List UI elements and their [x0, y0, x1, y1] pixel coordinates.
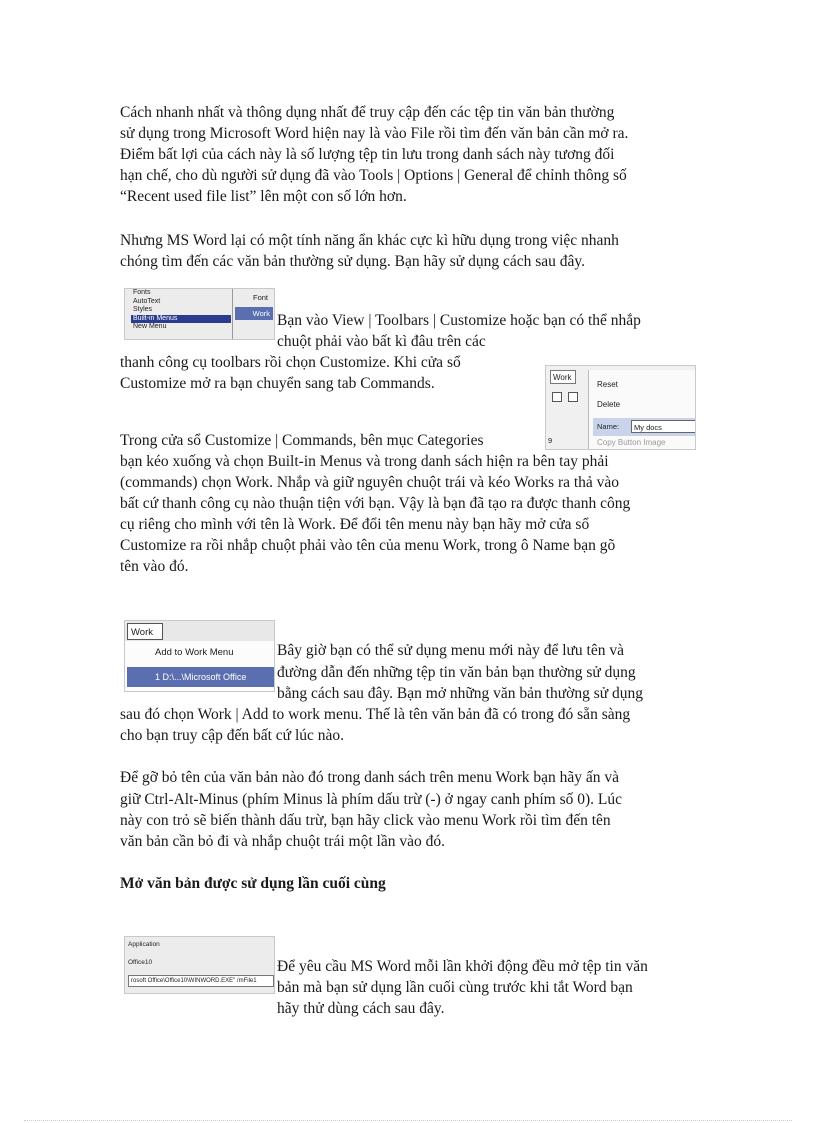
- toolbar-icon: [568, 392, 578, 402]
- work-menu-tab: Work: [127, 623, 163, 640]
- paragraph-7-line-2: bản mà bạn sử dụng lần cuối cùng trước khi tắt Word bạn: [277, 979, 633, 996]
- registry-screenshot: [124, 936, 275, 994]
- category-item-selected: Built-in Menus: [131, 315, 231, 324]
- category-item: New Menu: [133, 323, 167, 330]
- customize-categories-screenshot: [124, 288, 275, 340]
- category-item: Fonts: [133, 289, 151, 296]
- paragraph-1-line-3: Điểm bất lợi của cách này là số lượng tệp tin lưu trong danh sách này tương đối: [120, 146, 615, 163]
- menu-item-copy-button-image: Copy Button Image: [597, 438, 666, 447]
- paragraph-7-line-3: hãy thử dùng cách sau đây.: [277, 1000, 445, 1017]
- paragraph-4-line-1: Trong cửa sổ Customize | Commands, bên mục Categories: [120, 432, 484, 449]
- context-menu-screenshot: [545, 365, 696, 450]
- registry-label-office10: Office10: [128, 959, 153, 966]
- work-menu-screenshot: [124, 620, 275, 692]
- menu-item-reset: Reset: [597, 380, 618, 389]
- paragraph-1-line-1: Cách nhanh nhất và thông dụng nhất để truy cập đến các tệp tin văn bản thường: [120, 104, 615, 121]
- paragraph-4-line-4: bất cứ thanh công cụ nào thuận tiện với bạn. Vậy là bạn đã tạo ra được thanh công: [120, 495, 631, 512]
- paragraph-1-line-4: hạn chế, cho dù người sử dụng đã vào Tools | Options | General để chỉnh thông số: [120, 167, 627, 184]
- paragraph-7-line-1: Để yêu cầu MS Word mỗi lần khởi động đều mở tệp tin văn: [277, 958, 648, 975]
- registry-value-field: rosoft Office\Office10\WINWORD.EXE" /mFile1: [128, 975, 274, 987]
- paragraph-3-line-1: Bạn vào View | Toolbars | Customize hoặc bạn có thể nhắp: [277, 312, 641, 329]
- work-dropdown: [125, 641, 275, 692]
- paragraph-1-line-2: sử dụng trong Microsoft Word hiện nay là vào File rồi tìm đến văn bản cần mở ra.: [120, 125, 629, 142]
- name-label: Name:: [597, 422, 620, 431]
- category-item: Styles: [133, 306, 153, 313]
- paragraph-3-line-4: Customize mở ra bạn chuyển sang tab Commands.: [120, 375, 435, 392]
- paragraph-2-line-2: chóng tìm đến các văn bản thường sử dụng. Bạn hãy sử dụng cách sau đây.: [120, 253, 585, 270]
- categories-list: [131, 289, 231, 332]
- recent-file-item: 1 D:\...\Microsoft Office: [127, 667, 274, 687]
- paragraph-4-line-3: (commands) chọn Work. Nhắp và giữ nguyên chuột trái và kéo Works ra thả vào: [120, 474, 620, 491]
- toolbar-icon: [552, 392, 562, 402]
- name-row: [593, 418, 696, 436]
- name-field: My docs: [631, 420, 696, 433]
- registry-label-application: Application: [128, 941, 160, 948]
- work-tab: Work: [550, 370, 576, 384]
- paragraph-4-line-6: Customize ra rồi nhắp chuột phải vào tên của menu Work, trong ô Name bạn gõ: [120, 537, 616, 554]
- add-to-work-menu-item: Add to Work Menu: [155, 647, 234, 658]
- paragraph-5-line-5: cho bạn truy cập đến bất cứ lúc nào.: [120, 727, 345, 744]
- paragraph-4-line-5: cụ riêng cho mình với tên là Work. Để đổi tên menu này bạn hãy mở cửa sổ: [120, 516, 590, 533]
- category-item: AutoText: [133, 297, 161, 305]
- page-bottom-divider: [24, 1120, 792, 1121]
- paragraph-1-line-5: “Recent used file list” lên một con số lớn hơn.: [120, 188, 407, 205]
- command-work: Work: [235, 307, 273, 320]
- paragraph-4-line-2: bạn kéo xuống và chọn Built-in Menus và trong danh sách hiện ra bên tay phải: [120, 453, 609, 470]
- menu-item-delete: Delete: [597, 400, 621, 409]
- paragraph-2-line-1: Nhưng MS Word lại có một tính năng ẩn khác cực kì hữu dụng trong việc nhanh: [120, 232, 619, 249]
- paragraph-6-line-2: giữ Ctrl-Alt-Minus (phím Minus là phím dấu trừ (-) ở ngay canh phím số 0). Lúc: [120, 791, 622, 808]
- paragraph-5-line-3: bằng cách sau đây. Bạn mở những văn bản thường sử dụng: [277, 685, 644, 702]
- command-font: Font: [253, 293, 269, 302]
- paragraph-6-line-3: này con trỏ sẽ biến thành dấu trừ, bạn hãy click vào menu Work rồi tìm đến tên: [120, 812, 611, 829]
- paragraph-3-line-3: thanh công cụ toolbars rồi chọn Customize. Khi cửa sổ: [120, 354, 461, 371]
- paragraph-6-line-4: văn bản cần bỏ đi và nhắp chuột trái một lần vào đó.: [120, 833, 445, 850]
- paragraph-6-line-1: Để gỡ bỏ tên của văn bản nào đó trong danh sách trên menu Work bạn hãy ấn và: [120, 769, 620, 786]
- section-heading: Mở văn bản được sử dụng lần cuối cùng: [120, 875, 386, 892]
- menubar: [125, 621, 275, 642]
- context-menu: [588, 370, 696, 450]
- paragraph-5-line-4: sau đó chọn Work | Add to work menu. Thế là tên văn bản đã có trong đó sẵn sàng: [120, 706, 631, 723]
- small-label: 9: [548, 436, 553, 445]
- paragraph-4-line-7: tên vào đó.: [120, 558, 189, 575]
- paragraph-5-line-2: đường dẫn đến những tệp tin văn bản bạn thường sử dụng: [277, 664, 636, 681]
- commands-column: [232, 289, 275, 339]
- paragraph-5-line-1: Bây giờ bạn có thể sử dụng menu mới này để lưu tên và: [277, 642, 625, 659]
- paragraph-3-line-2: chuột phải vào bất kì đâu trên các: [277, 333, 486, 350]
